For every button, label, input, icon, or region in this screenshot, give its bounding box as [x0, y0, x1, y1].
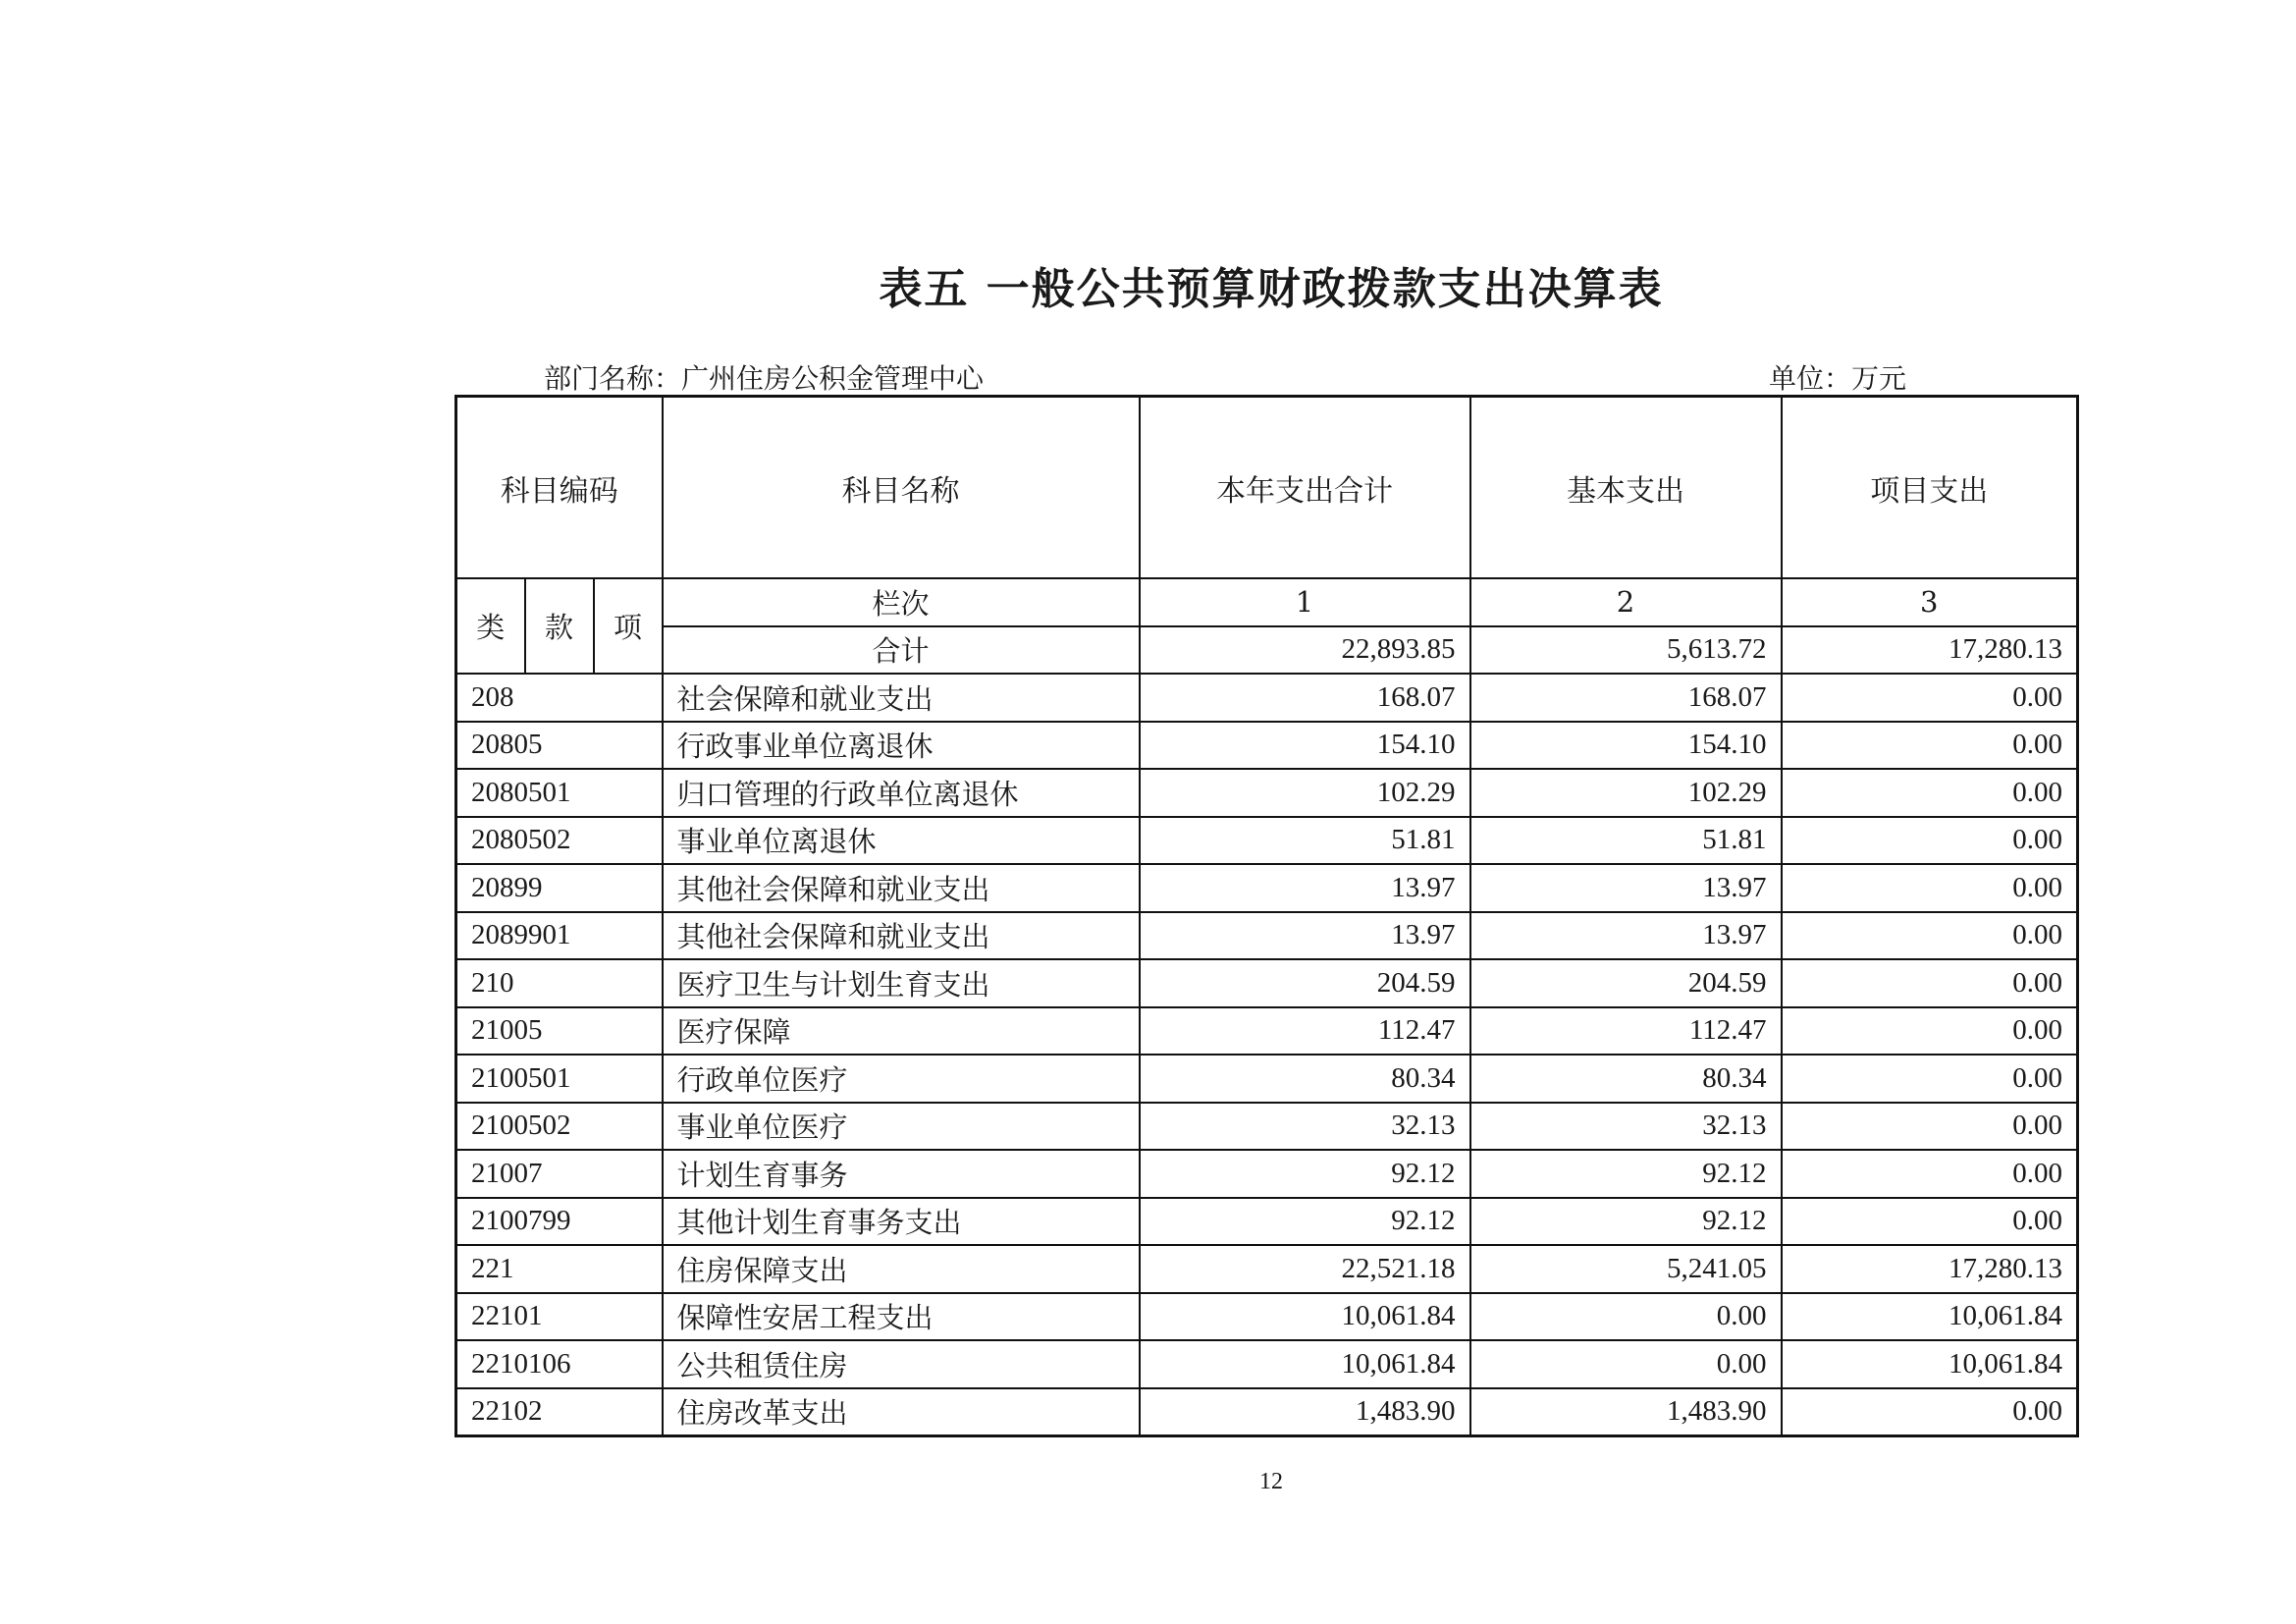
row-name: 归口管理的行政单位离退休 [663, 769, 1140, 817]
column-number-row [456, 578, 2078, 626]
row-project: 0.00 [1782, 1388, 2078, 1436]
row-code: 221 [456, 1245, 663, 1293]
table-row [456, 1055, 2078, 1103]
row-basic: 5,241.05 [1470, 1245, 1782, 1293]
row-total: 168.07 [1140, 674, 1470, 722]
row-total: 92.12 [1140, 1150, 1470, 1198]
table-row [456, 817, 2078, 865]
row-basic: 154.10 [1470, 722, 1782, 770]
row-basic: 32.13 [1470, 1103, 1782, 1151]
row-code: 2080502 [456, 817, 663, 865]
unit-label: 单位：万元 [1769, 362, 1907, 395]
table-row [456, 864, 2078, 912]
table-body [456, 397, 2078, 1436]
row-name: 公共租赁住房 [663, 1340, 1140, 1388]
table-row [456, 1388, 2078, 1436]
row-name: 住房改革支出 [663, 1388, 1140, 1436]
row-total: 22,521.18 [1140, 1245, 1470, 1293]
table-row [456, 959, 2078, 1007]
row-total: 204.59 [1140, 959, 1470, 1007]
row-total: 32.13 [1140, 1103, 1470, 1151]
budget-table [454, 395, 2079, 1437]
row-project: 0.00 [1782, 1007, 2078, 1056]
table-row [456, 1198, 2078, 1246]
row-total: 51.81 [1140, 817, 1470, 865]
row-code: 2100502 [456, 1103, 663, 1151]
table-title: 表五 一般公共预算财政拨款支出决算表 [879, 264, 1664, 314]
row-basic: 112.47 [1470, 1007, 1782, 1056]
row-project: 0.00 [1782, 1055, 2078, 1103]
row-basic: 168.07 [1470, 674, 1782, 722]
row-code: 2089901 [456, 912, 663, 960]
row-code: 2080501 [456, 769, 663, 817]
header-xiang: 项 [594, 578, 663, 674]
row-project: 0.00 [1782, 912, 2078, 960]
summary-row [456, 626, 2078, 675]
row-code: 210 [456, 959, 663, 1007]
table-row [456, 769, 2078, 817]
row-total: 1,483.90 [1140, 1388, 1470, 1436]
row-total: 10,061.84 [1140, 1293, 1470, 1341]
row-code: 2100799 [456, 1198, 663, 1246]
column-number-label: 栏次 [663, 578, 1140, 626]
table-row [456, 1293, 2078, 1341]
row-name: 医疗卫生与计划生育支出 [663, 959, 1140, 1007]
table-row [456, 1103, 2078, 1151]
row-basic: 1,483.90 [1470, 1388, 1782, 1436]
header-row [456, 397, 2078, 579]
table-row [456, 1007, 2078, 1056]
row-name: 计划生育事务 [663, 1150, 1140, 1198]
row-name: 其他计划生育事务支出 [663, 1198, 1140, 1246]
row-total: 102.29 [1140, 769, 1470, 817]
row-project: 0.00 [1782, 817, 2078, 865]
table-row [456, 1245, 2078, 1293]
row-code: 22101 [456, 1293, 663, 1341]
row-total: 154.10 [1140, 722, 1470, 770]
header-project: 项目支出 [1782, 397, 2078, 579]
summary-total: 22,893.85 [1140, 626, 1470, 675]
row-project: 0.00 [1782, 722, 2078, 770]
row-code: 20805 [456, 722, 663, 770]
row-project: 0.00 [1782, 864, 2078, 912]
row-project: 0.00 [1782, 769, 2078, 817]
row-name: 其他社会保障和就业支出 [663, 864, 1140, 912]
summary-project: 17,280.13 [1782, 626, 2078, 675]
row-code: 22102 [456, 1388, 663, 1436]
row-basic: 0.00 [1470, 1340, 1782, 1388]
row-project: 17,280.13 [1782, 1245, 2078, 1293]
row-total: 13.97 [1140, 864, 1470, 912]
row-basic: 92.12 [1470, 1150, 1782, 1198]
table-row [456, 674, 2078, 722]
summary-label: 合计 [663, 626, 1140, 675]
header-basic: 基本支出 [1470, 397, 1782, 579]
header-code: 科目编码 [456, 397, 663, 579]
summary-basic: 5,613.72 [1470, 626, 1782, 675]
row-project: 0.00 [1782, 1103, 2078, 1151]
row-name: 医疗保障 [663, 1007, 1140, 1056]
row-basic: 80.34 [1470, 1055, 1782, 1103]
row-project: 0.00 [1782, 959, 2078, 1007]
header-total: 本年支出合计 [1140, 397, 1470, 579]
row-basic: 13.97 [1470, 912, 1782, 960]
column-number-2: 2 [1470, 578, 1782, 626]
row-code: 208 [456, 674, 663, 722]
row-project: 0.00 [1782, 1150, 2078, 1198]
row-name: 行政事业单位离退休 [663, 722, 1140, 770]
row-code: 21007 [456, 1150, 663, 1198]
row-basic: 102.29 [1470, 769, 1782, 817]
row-name: 事业单位医疗 [663, 1103, 1140, 1151]
row-name: 保障性安居工程支出 [663, 1293, 1140, 1341]
row-code: 20899 [456, 864, 663, 912]
row-total: 92.12 [1140, 1198, 1470, 1246]
row-total: 13.97 [1140, 912, 1470, 960]
row-basic: 51.81 [1470, 817, 1782, 865]
table-row [456, 912, 2078, 960]
row-total: 112.47 [1140, 1007, 1470, 1056]
row-name: 住房保障支出 [663, 1245, 1140, 1293]
row-basic: 13.97 [1470, 864, 1782, 912]
header-kuan: 款 [525, 578, 594, 674]
table-row [456, 1150, 2078, 1198]
table-row [456, 1340, 2078, 1388]
column-number-3: 3 [1782, 578, 2078, 626]
row-code: 21005 [456, 1007, 663, 1056]
row-project: 10,061.84 [1782, 1293, 2078, 1341]
row-basic: 204.59 [1470, 959, 1782, 1007]
row-name: 其他社会保障和就业支出 [663, 912, 1140, 960]
table-row [456, 722, 2078, 770]
page-number: 12 [1259, 1469, 1283, 1494]
row-name: 事业单位离退休 [663, 817, 1140, 865]
row-project: 0.00 [1782, 1198, 2078, 1246]
row-code: 2100501 [456, 1055, 663, 1103]
row-total: 10,061.84 [1140, 1340, 1470, 1388]
row-total: 80.34 [1140, 1055, 1470, 1103]
column-number-1: 1 [1140, 578, 1470, 626]
department-name: 部门名称：广州住房公积金管理中心 [544, 362, 985, 395]
row-project: 10,061.84 [1782, 1340, 2078, 1388]
row-name: 社会保障和就业支出 [663, 674, 1140, 722]
header-name: 科目名称 [663, 397, 1140, 579]
row-basic: 0.00 [1470, 1293, 1782, 1341]
row-code: 2210106 [456, 1340, 663, 1388]
row-project: 0.00 [1782, 674, 2078, 722]
header-lei: 类 [456, 578, 525, 674]
row-basic: 92.12 [1470, 1198, 1782, 1246]
row-name: 行政单位医疗 [663, 1055, 1140, 1103]
